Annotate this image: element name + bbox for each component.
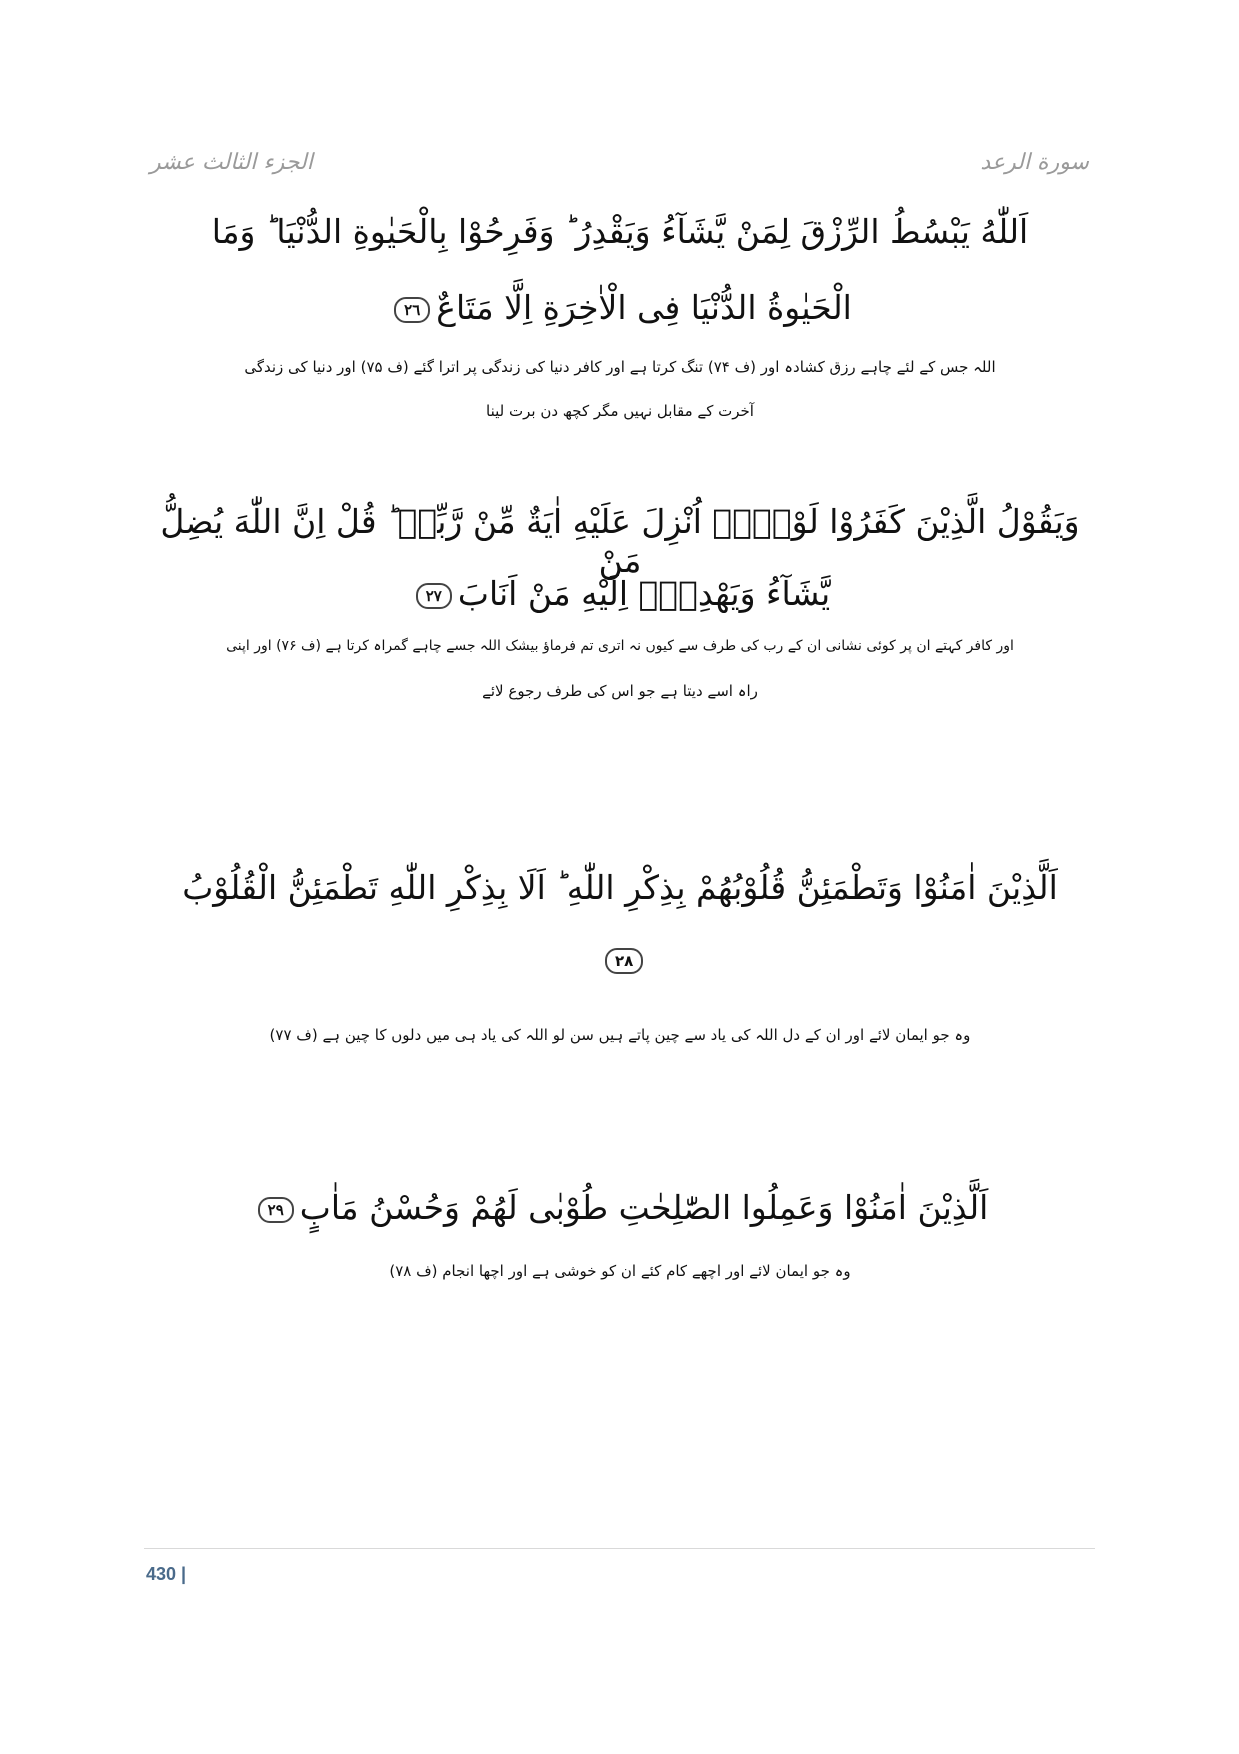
verse-26-arabic-line2 (140, 288, 1100, 327)
verse-27-urdu-line1: اور کافر کہتے ان پر کوئی نشانی ان کے رب کی طرف سے کیوں نہ اتری تم فرماؤ بیشک اللہ جسے چاہے گمراہ کرتا ہے (ف ۷۶) اور اپنی (226, 638, 1014, 654)
ayah-marker-26: ٢٦ (394, 297, 430, 323)
verse-29-urdu-line1: وہ جو ایمان لائے اور اچھے کام کئے ان کو خوشی ہے اور اچھا انجام (ف ۷۸) (389, 1262, 851, 1280)
ayah-marker-28: ٢٨ (605, 948, 643, 974)
verse-27-arabic-line1: وَيَقُوْلُ الَّذِيْنَ كَفَرُوْا لَوْلَاۤ اُنْزِلَ عَلَيْهِ اٰيَةٌ مِّنْ رَّبِّهٖ ؕ قُلْ اِنَّ اللّٰهَ يُضِلُّ مَنْ (160, 502, 1080, 580)
verse-26-arabic-line1: اَللّٰهُ يَبْسُطُ الرِّزْقَ لِمَنْ يَّشَآءُ وَيَقْدِرُ ؕ وَفَرِحُوْا بِالْحَيٰوةِ الدُّنْيَا ؕ وَمَا (211, 212, 1029, 251)
verse-26-urdu-line2: آخرت کے مقابل نہیں مگر کچھ دن برت لینا (486, 402, 754, 420)
verse-27-urdu-line2: راہ اسے دیتا ہے جو اس کی طرف رجوع لائے (482, 682, 758, 700)
ayah-marker-27: ٢٧ (416, 583, 452, 609)
verse-29-arabic-line1 (140, 1188, 1100, 1227)
verse-27-arabic-line2 (140, 574, 1100, 613)
footer-divider (144, 1548, 1095, 1549)
verse-28-arabic-line1: اَلَّذِيْنَ اٰمَنُوْا وَتَطْمَئِنُّ قُلُوْبُهُمْ بِذِكْرِ اللّٰهِ ؕ اَلَا بِذِكْرِ اللّٰهِ تَطْمَئِنُّ الْقُلُوْبُ (182, 868, 1058, 907)
surah-header: سورة الرعد (980, 150, 1089, 175)
verse-27-arabic-text: يَّشَآءُ وَيَهْدِيْۤ اِلَيْهِ مَنْ اَنَابَ (457, 574, 831, 613)
verse-28-urdu-line1: وہ جو ایمان لائے اور ان کے دل اللہ کی یاد سے چین پاتے ہیں سن لو اللہ کی یاد ہی میں دلوں کا چین ہے (ف ۷۷) (269, 1026, 971, 1044)
juz-header: الجزء الثالث عشر (150, 150, 313, 175)
verse-29-arabic-text: اَلَّذِيْنَ اٰمَنُوْا وَعَمِلُوا الصّٰلِحٰتِ طُوْبٰى لَهُمْ وَحُسْنُ مَاٰبٍ (299, 1188, 989, 1227)
page-number: 430 | (146, 1564, 187, 1584)
verse-26-urdu-line1: اللہ جس کے لئے چاہے رزق کشادہ اور (ف ۷۴) تنگ کرتا ہے اور کافر دنیا کی زندگی پر اترا گئے (ف ۷۵) اور دنیا کی زندگی (244, 358, 996, 376)
ayah-marker-29: ٢٩ (258, 1197, 294, 1223)
verse-26-arabic-text: الْحَيٰوةُ الدُّنْيَا فِى الْاٰخِرَةِ اِلَّا مَتَاعٌ (436, 288, 852, 327)
